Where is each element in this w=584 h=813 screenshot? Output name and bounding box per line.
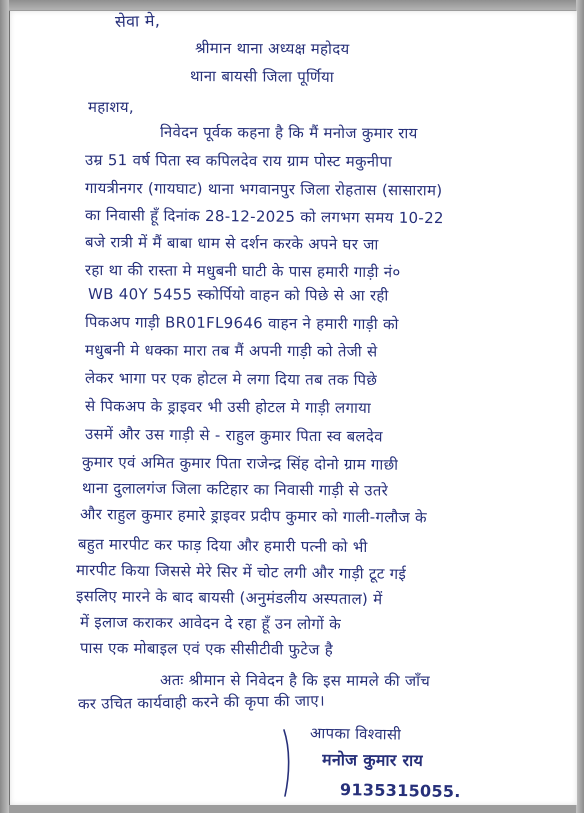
body-line: बजे रात्री में मैं बाबा धाम से दर्शन करके अपने घर जा	[84, 233, 379, 254]
closing-text: आपका विश्वासी	[309, 724, 402, 744]
scan-border-right	[576, 0, 584, 813]
addressee-line: थाना बायसी जिला पूर्णिया	[189, 67, 335, 87]
phone-number: 9135315055.	[339, 780, 461, 802]
signature-text: मनोज कुमार राय	[321, 750, 424, 770]
body-line: गायत्रीनगर (गायघाट) थाना भगवानपुर जिला रोहतास (सासाराम)	[84, 179, 443, 200]
body-line: पिकअप गाड़ी BR01FL9646 वाहन ने हमारी गाड़ी को	[84, 313, 399, 334]
body-line: बहुत मारपीट कर फाड़ दिया और हमारी पत्नी को भी	[77, 535, 368, 557]
body-line: कर उचित कार्यवाही करने की कृपा की जाए।	[77, 691, 326, 713]
body-line: लेकर भागा पर एक होटल मे लगा दिया तब तक पिछे	[84, 369, 378, 390]
signature-bracket-mark	[276, 728, 296, 798]
body-line: थाना दुलालगंज जिला कटिहार का निवासी गाड़ी से उतरे	[81, 479, 389, 500]
body-line: कुमार एवं अमित कुमार पिता राजेन्द्र सिंह दोनो ग्राम गाछी	[81, 453, 399, 474]
body-line: मधुबनी मे धक्का मारा तब मैं अपनी गाड़ी को तेजी से	[84, 341, 378, 361]
body-line: पास एक मोबाइल एवं एक सीसीटीवी फुटेज है	[79, 639, 334, 659]
scan-border-left	[0, 0, 9, 813]
addressee-line: श्रीमान थाना अध्यक्ष महोदय	[194, 39, 350, 59]
body-line: मारपीट किया जिससे मेरे सिर में चोट लगी और गाड़ी टूट गई	[75, 561, 407, 584]
body-line: उम्र 51 वर्ष पिता स्व कपिलदेव राय ग्राम पोस्ट मकुनीपा	[84, 151, 393, 171]
scan-border-top	[0, 0, 584, 10]
body-line: WB 40Y 5455 स्कोर्पियो वाहन को पिछे से आ रही	[87, 285, 389, 305]
body-line: रहा था की रास्ता मे मधुबनी घाटी के पास हमारी गाड़ी नं०	[84, 261, 401, 282]
body-line: अतः श्रीमान से निवेदन है कि इस मामले की जाँच	[159, 671, 431, 690]
body-line: और राहुल कुमार हमारे ड्राइवर प्रदीप कुमार को गाली-गलौज के	[79, 505, 428, 527]
salutation-text: सेवा मे,	[114, 10, 161, 31]
body-line: से पिकअप के ड्राइवर भी उसी होटल मे गाड़ी लगाया	[84, 397, 372, 417]
body-line: का निवासी हूँ दिनांक 28-12-2025 को लगभग समय 10-22	[84, 206, 444, 228]
body-line: निवेदन पूर्वक कहना है कि मैं मनोज कुमार राय	[159, 123, 418, 143]
body-line: इसलिए मारने के बाद बायसी (अनुमंडलीय अस्पताल) में	[75, 587, 383, 609]
body-line: उसमें और उस गाड़ी से - राहुल कुमार पिता स्व बलदेव	[84, 425, 383, 446]
greeting-text: महाशय,	[88, 98, 134, 116]
body-line: में इलाज कराकर आवेदन दे रहा हूँ उन लोगों के	[79, 613, 342, 634]
